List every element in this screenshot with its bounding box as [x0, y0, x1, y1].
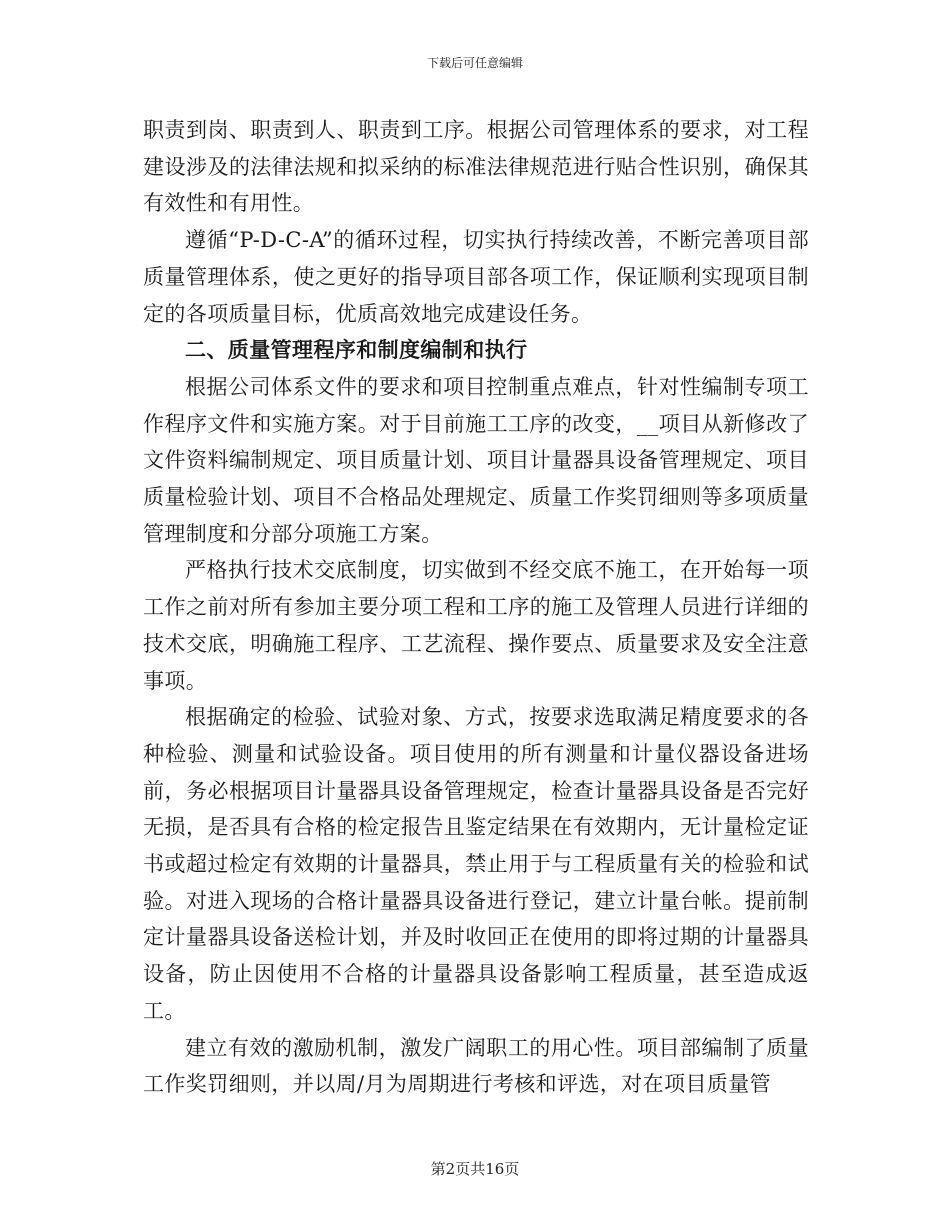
page-number: 第2页共16页	[430, 1160, 520, 1178]
paragraph-continuation: 职责到岗、职责到人、职责到工序。根据公司管理体系的要求，对工程建设涉及的法律法规和拟采纳的标准法律规范进行贴合性识别，确保其有效性和有用性。	[143, 118, 809, 216]
paragraph-incentive: 建立有效的激励机制，激发广阔职工的用心性。项目部编制了质量工作奖罚细则，并以周/月为周期进行考核和评选，对在项目质量管	[143, 1035, 809, 1097]
section-heading: 二、质量管理程序和制度编制和执行	[185, 337, 528, 363]
paragraph-procedures: 根据公司体系文件的要求和项目控制重点难点，针对性编制专项工作程序文件和实施方案。对于目前施工工序的改变，__项目从新修改了文件资料编制规定、项目质量计划、项目计量器具设备管理规定、项目质量检验计划、项目不合格品处理规定、质量工作奖罚细则等多项质量管理制度和分部分项施工方案。	[143, 374, 809, 546]
paragraph-measuring-equipment: 根据确定的检验、试验对象、方式，按要求选取满足精度要求的各种检验、测量和试验设备。项目使用的所有测量和计量仪器设备进场前，务必根据项目计量器具设备管理规定，检查计量器具设备是否完好无损，是否具有合格的检定报告且鉴定结果在有效期内，无计量检定证书或超过检定有效期的计量器具，禁止用于与工程质量有关的检验和试验。对进入现场的合格计量器具设备进行登记，建立计量台帐。提前制定计量器具设备送检计划，并及时收回正在使用的即将过期的计量器具设备，防止因使用不合格的计量器具设备影响工程质量，甚至造成返工。	[143, 705, 809, 1023]
paragraph-technical-briefing: 严格执行技术交底制度，切实做到不经交底不施工，在开始每一项工作之前对所有参加主要分项工程和工序的施工及管理人员进行详细的技术交底，明确施工程序、工艺流程、操作要点、质量要求及安全注意事项。	[143, 558, 809, 693]
header-note: 下载后可任意编辑	[426, 56, 523, 70]
paragraph-pdca: 遵循“P-D-C-A”的循环过程，切实执行持续改善，不断完善项目部质量管理体系，使之更好的指导项目部各项工作，保证顺利实现项目制定的各项质量目标，优质高效地完成建设任务。	[143, 228, 809, 326]
document-body	[143, 112, 809, 1103]
